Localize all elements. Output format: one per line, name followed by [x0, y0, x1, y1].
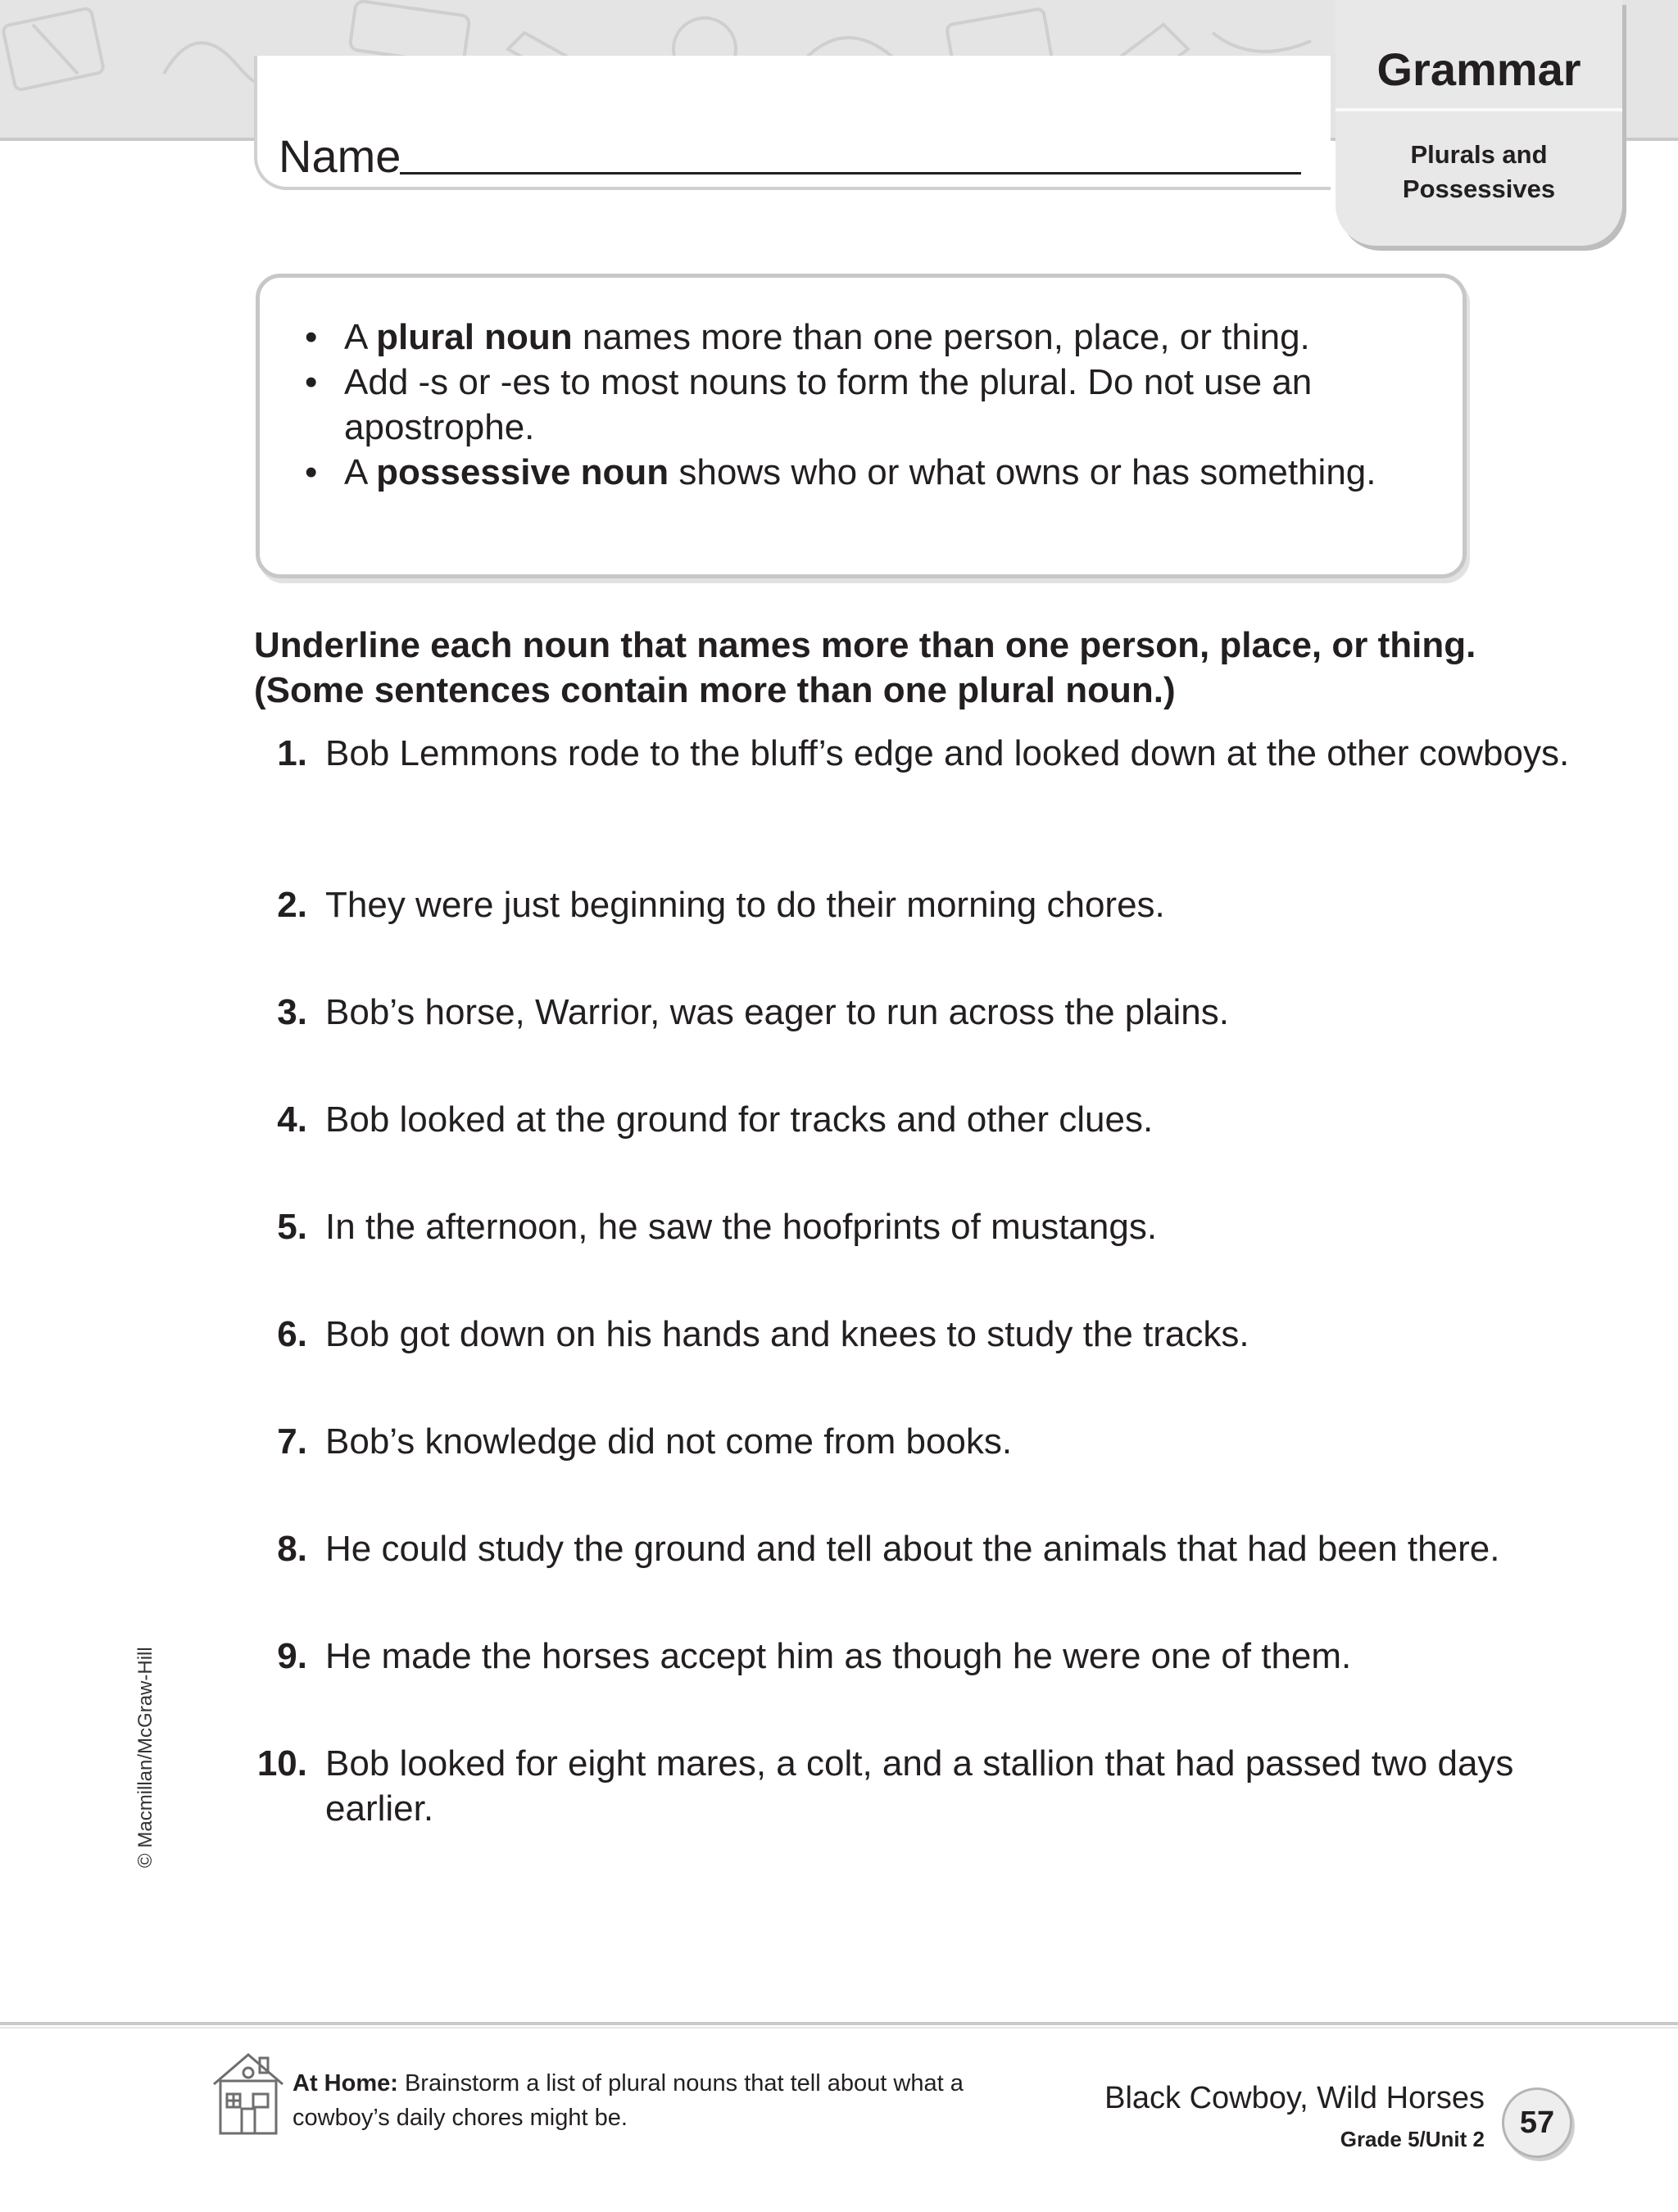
item-number: 2. — [277, 885, 307, 925]
item-sentence[interactable]: Bob looked for eight mares, a colt, and a stallion that had passed two days earlier. — [325, 1743, 1514, 1829]
tab-divider — [1336, 108, 1622, 111]
rule-item — [305, 315, 1435, 360]
item-sentence[interactable]: Bob’s knowledge did not come from books. — [325, 1421, 1013, 1462]
rule-list — [305, 315, 1435, 495]
bullet-icon: • — [305, 362, 318, 402]
at-home-text: Brainstorm a list of plural nouns that tell about what a cowboy’s daily chores might be. — [293, 2070, 964, 2131]
item-number: 9. — [277, 1636, 307, 1676]
item-sentence[interactable]: Bob got down on his hands and knees to study the tracks. — [325, 1314, 1249, 1354]
rule-text: Add -s or -es to most nouns to form the plural. Do not use an apostrophe. — [344, 362, 1313, 447]
rule-text: A — [344, 452, 377, 492]
house-icon — [209, 2048, 288, 2138]
instructions: Underline each noun that names more than one person, place, or thing. (Some sentences contain more than one plural noun.) — [254, 625, 1476, 710]
item-number: 5. — [277, 1207, 307, 1247]
name-label: Name — [279, 130, 401, 182]
rule-text: A — [344, 317, 377, 357]
item-number: 6. — [277, 1314, 307, 1354]
story-title: Black Cowboy, Wild Horses — [1104, 2081, 1485, 2115]
copyright-notice: © Macmillan/McGraw-Hill — [134, 1647, 156, 1868]
footer-divider — [0, 2027, 1678, 2028]
rule-item — [305, 450, 1435, 495]
item-sentence[interactable]: Bob’s horse, Warrior, was eager to run across the plains. — [325, 992, 1229, 1032]
item-sentence[interactable]: They were just beginning to do their morning chores. — [325, 885, 1165, 925]
grade-unit: Grade 5/Unit 2 — [1340, 2127, 1485, 2151]
item-number: 8. — [277, 1529, 307, 1569]
footer-divider — [0, 2022, 1678, 2025]
rule-text: names more than one person, place, or thing. — [572, 317, 1310, 357]
tab-subtitle-line2: Possessives — [1402, 175, 1556, 203]
name-input-line[interactable] — [400, 172, 1301, 175]
item-sentence[interactable]: He made the horses accept him as though he were one of them. — [325, 1636, 1352, 1676]
item-number: 10. — [256, 1743, 307, 1784]
rule-term: plural noun — [376, 317, 573, 357]
name-panel — [254, 56, 1331, 190]
tab-subtitle — [1336, 138, 1622, 206]
item-number: 4. — [277, 1099, 307, 1140]
item-number: 3. — [277, 992, 307, 1032]
item-sentence[interactable]: Bob Lemmons rode to the bluff’s edge and looked down at the other cowboys. — [325, 733, 1570, 773]
rule-item — [305, 360, 1435, 450]
item-number: 7. — [277, 1421, 307, 1462]
rule-term: possessive noun — [376, 452, 669, 492]
item-number: 1. — [277, 733, 307, 773]
rule-text: shows who or what owns or has something. — [669, 452, 1376, 492]
grammar-tab — [1336, 0, 1622, 246]
at-home-label: At Home: — [293, 2070, 398, 2096]
page-number-badge: 57 — [1502, 2087, 1572, 2158]
at-home-note — [293, 2066, 964, 2135]
item-sentence[interactable]: Bob looked at the ground for tracks and other clues. — [325, 1099, 1154, 1140]
tab-title: Grammar — [1376, 43, 1581, 95]
bullet-icon: • — [305, 317, 318, 357]
tab-subtitle-line1: Plurals and — [1410, 140, 1548, 169]
bullet-icon: • — [305, 452, 318, 492]
item-sentence[interactable]: In the afternoon, he saw the hoofprints of mustangs. — [325, 1207, 1158, 1247]
item-sentence[interactable]: He could study the ground and tell about the animals that had been there. — [325, 1529, 1500, 1569]
